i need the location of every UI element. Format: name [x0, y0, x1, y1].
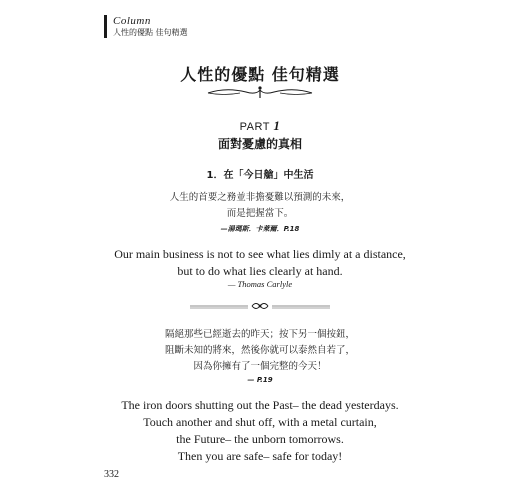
quote2-cn-citation: — P.19: [247, 376, 273, 384]
part-subtitle: 面對憂慮的真相: [217, 137, 302, 151]
quote1-english: [0, 246, 520, 280]
header-subtitle: 人性的優點 佳句精選: [113, 28, 188, 37]
quote2-en-line: Then you are safe– safe for today!: [177, 449, 343, 463]
quote2-en-line: Touch another and shut off, with a metal curtain,: [143, 415, 377, 429]
quote2-cn-line: 隔絕那些已經逝去的昨天；按下另一個按鈕，: [164, 329, 355, 340]
quote2-cn-line: 阻斷未知的將來，然後你就可以泰然自若了，: [164, 345, 355, 356]
divider-ornament-icon: [188, 300, 332, 312]
part-heading: [0, 118, 520, 134]
quote1-cn-citation: —湯瑪斯．卡萊爾．P.18: [220, 225, 300, 233]
quote1-chinese: [0, 190, 520, 222]
quote1-cn-line: 人生的首要之務並非擔憂難以預測的未來，: [169, 192, 351, 203]
quote1-cn-line: 而是把握當下。: [226, 208, 294, 219]
section-heading: 1．在「今日艙」中生活: [206, 170, 314, 181]
quote2-en-line: The iron doors shutting out the Past– the dead yesterdays.: [121, 398, 399, 412]
quote1-en-line: Our main business is not to see what lies dimly at a distance,: [114, 247, 406, 261]
quote2-english: [0, 397, 520, 465]
quote2-en-line: the Future– the unborn tomorrows.: [176, 432, 344, 446]
quote1-en-citation: — Thomas Carlyle: [227, 279, 293, 289]
ornament-flourish-icon: [206, 84, 314, 100]
page-title: 人性的優點 佳句精選: [180, 65, 340, 84]
quote2-cn-line: 因為你擁有了一個完整的今天！: [193, 361, 327, 372]
quote1-en-line: but to do what lies clearly at hand.: [177, 264, 343, 278]
quote2-chinese: [0, 327, 520, 375]
part-number: 1: [273, 118, 281, 133]
part-label: PART: [239, 121, 270, 133]
page-number: 332: [104, 469, 119, 480]
running-header: [104, 15, 188, 38]
column-label: Column: [113, 15, 151, 27]
